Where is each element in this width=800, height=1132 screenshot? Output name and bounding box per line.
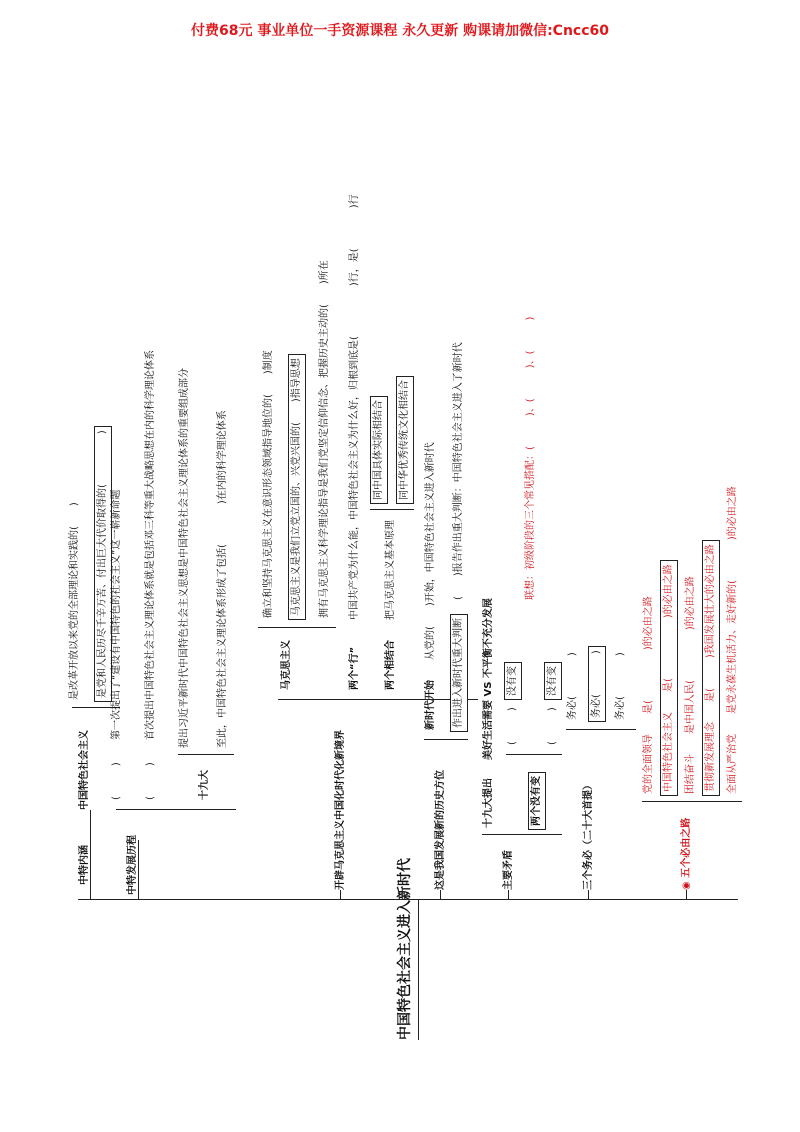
- content-item: 是党和人民历尽千辛万苦、付出巨大代价取得的( ): [94, 426, 112, 702]
- marx-item: 拥有马克思主义科学理论指导是我们党坚定信仰信念、把握历史主动的( )所在: [319, 260, 330, 618]
- content-item: 是改革开放以来党的全部理论和实践的( ): [69, 502, 80, 700]
- contradiction-paren: ( ): [507, 707, 518, 745]
- contradiction-bracket: [482, 834, 562, 835]
- marx-label: 马克思主义: [281, 640, 292, 690]
- shijiuda-item: 提出习近平新时代中国特色社会主义思想是中国特色社会主义理论体系的重要组成部分: [179, 368, 190, 748]
- liangmeiyou-bracket: [506, 754, 562, 755]
- marx-item: 确立和坚持马克思主义在意识形态领域指导地位的( )制度: [263, 350, 274, 618]
- judge-label: 作出进入新时代重大判断: [450, 614, 468, 732]
- content-sub: 中国特色社会主义: [79, 730, 90, 810]
- fivemust-item: 中国特色社会主义 是( )的必由之路: [660, 560, 678, 796]
- mindmap-canvas: [58, 100, 758, 1100]
- twocombine-item: 同中华优秀传统文化相结合: [396, 376, 414, 504]
- newera-start-text: 从党的( )开始，中国特色社会主义进入新时代: [425, 442, 436, 660]
- meiyoubian: 没有变: [544, 662, 562, 700]
- newera-start-label: 新时代开始: [425, 680, 436, 730]
- fivemust-bracket: [642, 801, 742, 802]
- era-connector: [340, 890, 341, 900]
- threemust-bracket: [566, 729, 636, 730]
- shijiuda-tichu-label: 十九大提出: [483, 778, 494, 828]
- meiyoubian: 没有变: [504, 662, 522, 700]
- history-label: 中特发展历程: [127, 835, 138, 895]
- root-connector: [418, 900, 419, 1040]
- twoxing-text: 中国共产党为什么能，中国特色社会主义为什么好，归根到底是( )行，是( )行: [349, 194, 360, 620]
- twocombine-sub: 把马克思主义基本原理: [385, 520, 396, 620]
- threemust-item: 务必( ): [588, 646, 606, 722]
- twocombine-label: 两个相结合: [385, 640, 396, 690]
- threemust-connector: [588, 890, 589, 900]
- twocombine-bracket: [370, 509, 414, 510]
- era-bracket: [278, 699, 478, 700]
- history-bracket: [116, 809, 236, 810]
- contradiction-connector: [508, 890, 509, 900]
- history-paren: ( ): [145, 762, 156, 800]
- position-bracket: [424, 739, 468, 740]
- position-label: 这是我国发展新的历史方位: [435, 770, 446, 890]
- judge-text: ( )报告作出重大判断：中国特色社会主义进入了新时代: [453, 342, 464, 600]
- fivemust-connector: [686, 890, 687, 900]
- fivemust-label-text: 五个必由之路: [681, 817, 692, 878]
- contradiction-paren: ( ): [547, 707, 558, 745]
- contradiction-label: 主要矛盾: [503, 850, 514, 890]
- target-icon: ◉: [681, 881, 692, 890]
- content-label: 中特内涵: [79, 845, 90, 885]
- history-paren: ( ): [111, 762, 122, 800]
- history-item: 首次提出中国特色社会主义理论体系就是包括邓三科等重大战略思想在内的科学理论体系: [145, 350, 156, 740]
- era-label: 开辟马克思主义中国化时代化新境界: [335, 730, 346, 890]
- fivemust-item: 团结奋斗 是中国人民( )的必由之路: [685, 576, 696, 794]
- fivemust-item: 贯彻新发展理念 是( )我国发展壮大的必由之路: [702, 540, 720, 796]
- root-title: 中国特色社会主义进入新时代: [397, 858, 413, 1040]
- position-connector: [440, 890, 441, 900]
- marx-item: 马克思主义是我们立党立国的、兴党兴国的( )指导思想: [288, 354, 306, 620]
- liangmeiyou-label: 两个没有变: [528, 772, 546, 830]
- banner-text: 付费68元 事业单位一手资源课程 永久更新 购课请加微信:Cncc60: [190, 23, 610, 39]
- marx-bracket: [258, 627, 336, 628]
- threemust-item: 务必( ): [615, 652, 626, 720]
- threemust-item: 务必( ): [567, 652, 578, 720]
- twocombine-item: 同中国具体实际相结合: [370, 396, 388, 504]
- formula-text: 美好生活需要 VS 不平衡不充分发展: [483, 598, 494, 760]
- lianxiang-text: 联想：初级阶段的三个常见搭配：( )、( )、( ): [525, 316, 536, 600]
- history-item: 第一次提出了“建设有中国特色的社会主义”这一崭新命题: [111, 489, 122, 740]
- fivemust-item: 全面从严治党 是党永葆生机活力、走好新的( )的必由之路: [727, 486, 738, 794]
- fivemust-label: [680, 818, 694, 890]
- shijiuda-item: 至此，中国特色社会主义理论体系形成了包括( )在内的科学理论体系: [217, 410, 228, 748]
- threemust-label: 三个务必（二十大首提）: [583, 780, 594, 890]
- shijiuda-bracket: [178, 754, 234, 755]
- twoxing-label: 两个“行”: [349, 646, 360, 690]
- shijiuda-label: 十九大: [199, 770, 210, 800]
- fivemust-item: 党的全面领导 是( )的必由之路: [643, 596, 654, 794]
